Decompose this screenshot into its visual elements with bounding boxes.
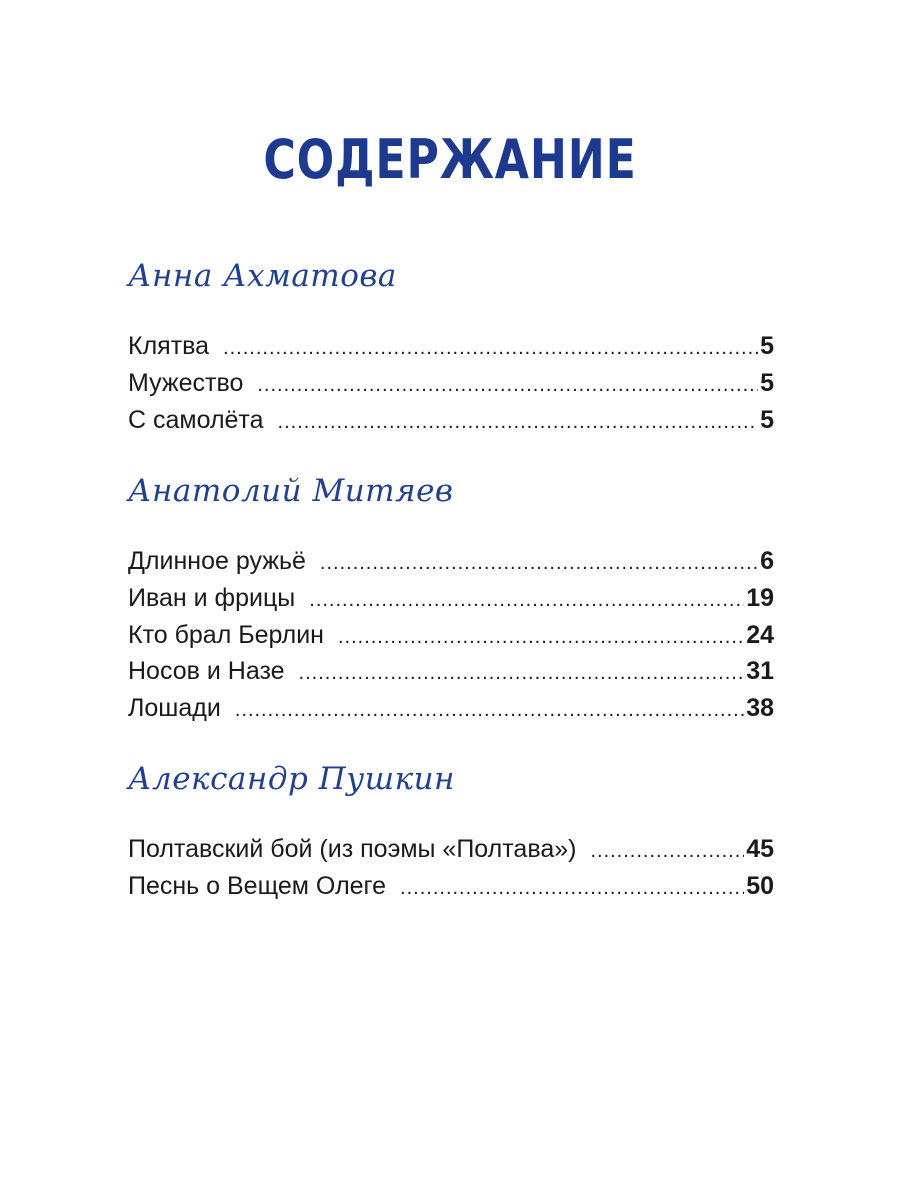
toc-entry[interactable] <box>128 402 774 439</box>
entry-page-number: 5 <box>760 332 774 360</box>
entry-title: Длинное ружьё <box>128 547 306 575</box>
entry-page-number: 45 <box>746 835 774 863</box>
toc-section-pushkin <box>128 759 774 905</box>
toc-entry[interactable] <box>128 690 774 727</box>
entry-title: Иван и фрицы <box>128 583 296 612</box>
toc-entries <box>128 328 774 438</box>
toc-entry[interactable] <box>128 868 774 905</box>
toc-entry[interactable] <box>128 365 774 402</box>
entry-page-number: 38 <box>746 694 774 723</box>
toc-section-mityaev <box>128 471 774 727</box>
toc-entry[interactable] <box>128 617 774 654</box>
dot-leader <box>338 619 744 656</box>
toc-entry[interactable] <box>128 580 774 617</box>
toc-entry[interactable] <box>128 653 774 690</box>
toc-entries <box>128 831 774 905</box>
section-author: Анна Ахматова <box>128 258 397 294</box>
toc-entry[interactable] <box>128 328 774 365</box>
dot-leader <box>400 870 744 907</box>
entry-title: Лошади <box>128 694 221 723</box>
toc-entry[interactable] <box>128 543 774 580</box>
entry-page-number: 50 <box>746 871 774 900</box>
entry-title: Мужество <box>128 368 244 397</box>
entry-page-number: 31 <box>746 657 774 686</box>
entry-title: Кто брал Берлин <box>128 620 324 649</box>
dot-leader <box>278 404 759 441</box>
dot-leader <box>235 692 744 729</box>
entry-page-number: 5 <box>760 405 774 434</box>
entry-title: Носов и Назе <box>128 657 285 686</box>
dot-leader <box>257 367 758 404</box>
entry-title: Клятва <box>128 332 210 360</box>
section-author: Анатолий Митяев <box>128 473 454 509</box>
toc-entries <box>128 543 774 727</box>
dot-leader <box>299 655 745 692</box>
entry-page-number: 6 <box>760 547 774 575</box>
dot-leader <box>223 330 758 367</box>
entry-title: Песнь о Вещем Олеге <box>128 871 387 900</box>
entry-page-number: 5 <box>760 368 774 397</box>
page-title: СОДЕРЖАНИЕ <box>263 128 637 191</box>
entry-title: Полтавский бой (из поэмы «Полтава») <box>128 835 577 863</box>
entry-page-number: 19 <box>746 583 774 612</box>
section-author: Александр Пушкин <box>128 761 455 797</box>
entry-title: С самолёта <box>128 405 264 434</box>
dot-leader <box>309 582 744 619</box>
toc-section-akhmatova <box>128 256 774 438</box>
entry-page-number: 24 <box>746 620 774 649</box>
dot-leader <box>320 545 758 582</box>
dot-leader <box>590 833 744 870</box>
toc-entry[interactable] <box>128 831 774 868</box>
